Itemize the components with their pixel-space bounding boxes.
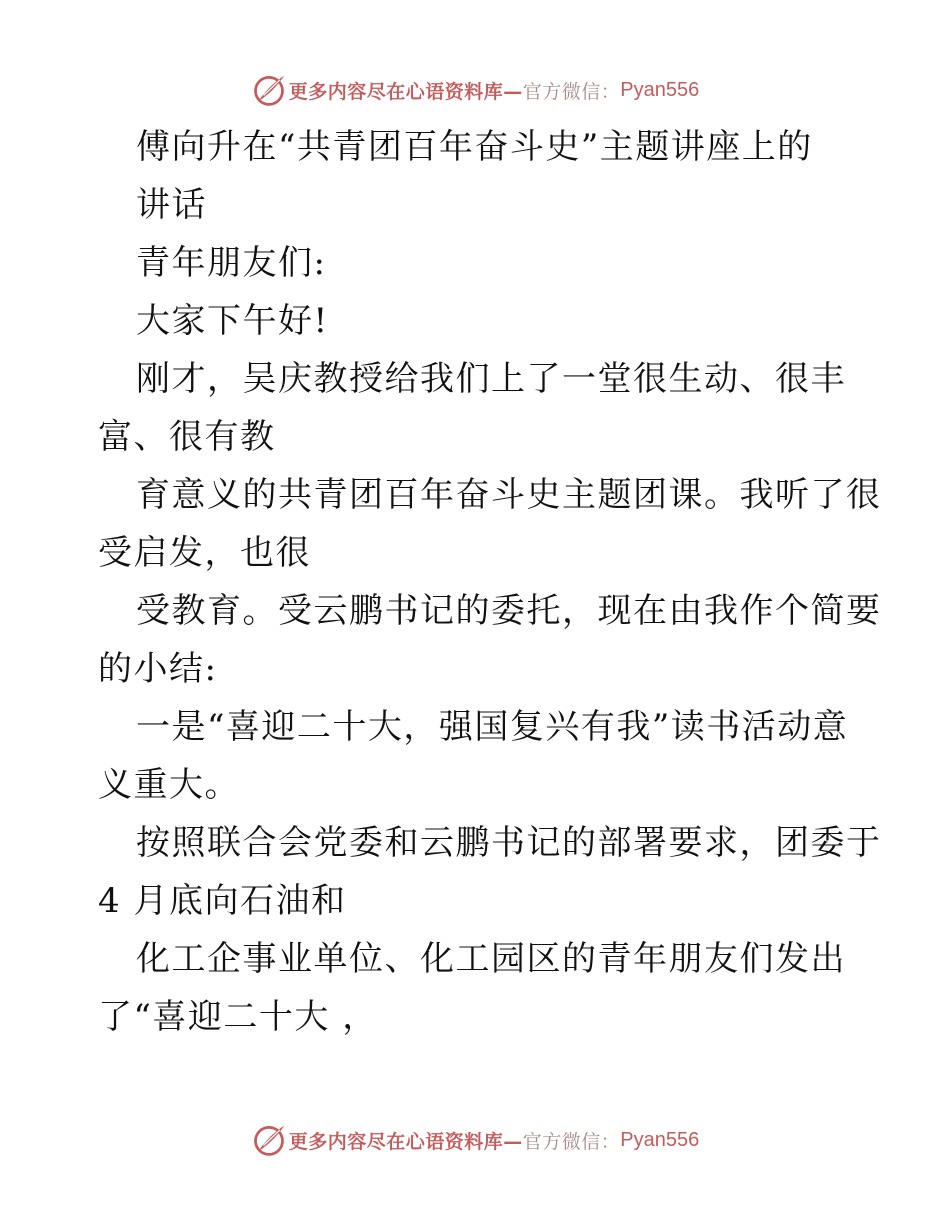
paragraph-line: 4 月底向石油和 (98, 881, 347, 921)
salutation: 青年朋友们: (136, 243, 327, 283)
paragraph-line: 富、很有教 (98, 417, 276, 457)
title-line-1: 傅向升在“共青团百年奋斗史”主题讲座上的 (136, 127, 813, 167)
paragraph-line: 受启发，也很 (98, 533, 311, 573)
watermark-wechat-label: 官方微信： (522, 80, 621, 103)
watermark-wechat-id: Pyan556 (620, 78, 700, 101)
paragraph-line: 义重大。 (98, 765, 240, 805)
document-body (98, 118, 882, 1046)
paragraph-line: 化工企事业单位、化工园区的青年朋友们发出 (136, 939, 846, 979)
watermark-banner-bottom (0, 1120, 950, 1160)
paragraph-line: 了“喜迎二十大 ， (98, 997, 378, 1037)
watermark-wechat-label: 官方微信： (522, 1130, 621, 1153)
feather-pen-logo-icon (251, 1122, 287, 1158)
watermark-text: 更多内容尽在心语资料库— (288, 80, 523, 103)
paragraph-line: 育意义的共青团百年奋斗史主题团课。我听了很 (136, 475, 882, 515)
paragraph-line: 受教育。受云鹏书记的委托，现在由我作个简要 (136, 591, 882, 631)
watermark-text: 更多内容尽在心语资料库— (288, 1130, 523, 1153)
feather-pen-logo-icon (251, 72, 287, 108)
title-line-2: 讲话 (136, 185, 207, 225)
watermark-banner-top (0, 70, 950, 110)
greeting: 大家下午好! (136, 301, 329, 341)
watermark-wechat-id: Pyan556 (620, 1128, 700, 1151)
paragraph-line: 按照联合会党委和云鹏书记的部署要求，团委于 (136, 823, 882, 863)
paragraph-line: 一是“喜迎二十大，强国复兴有我”读书活动意 (136, 707, 849, 747)
paragraph-line: 刚才，吴庆教授给我们上了一堂很生动、很丰 (136, 359, 846, 399)
paragraph-line: 的小结: (98, 649, 218, 689)
